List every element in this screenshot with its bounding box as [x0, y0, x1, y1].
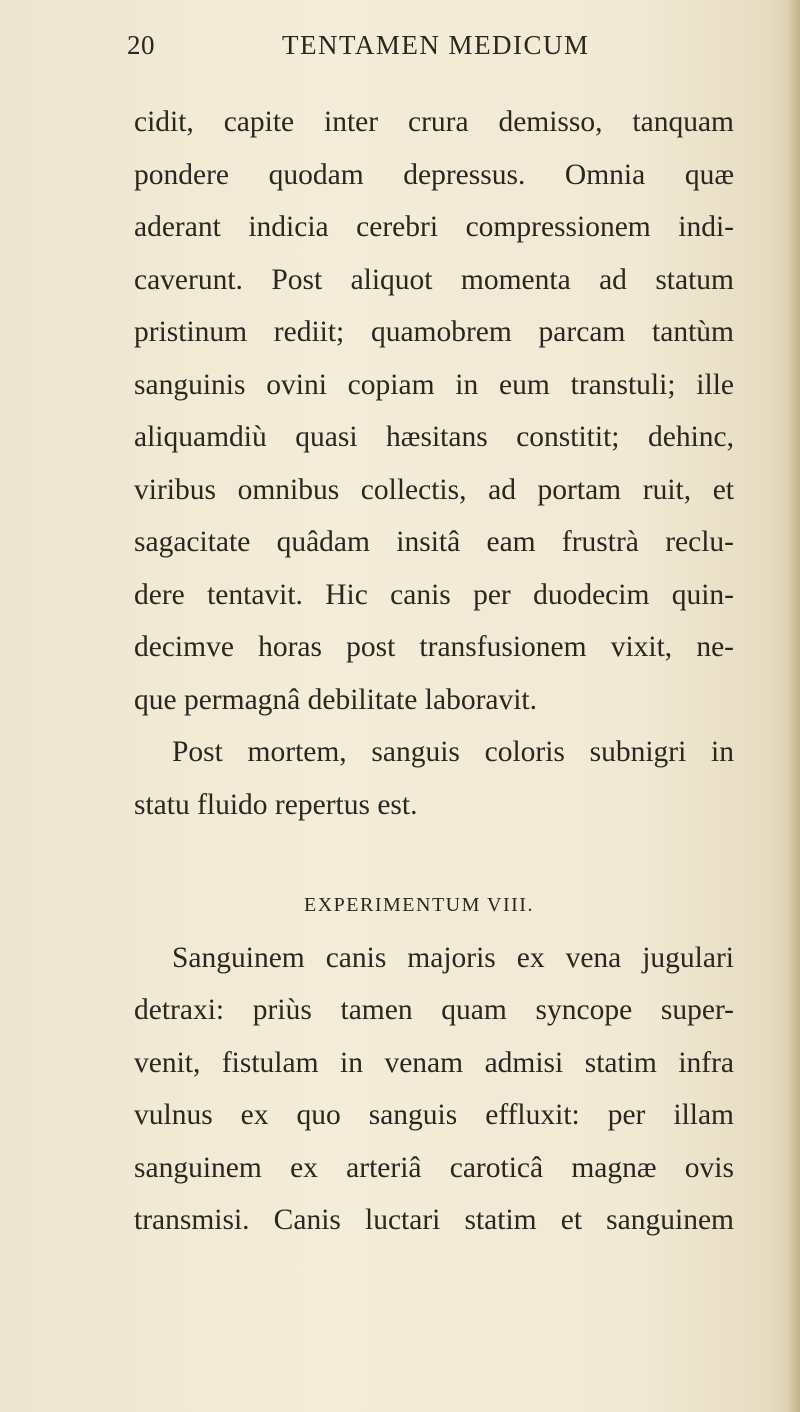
text-line: cidit, capite inter crura demisso, tanquam [134, 106, 734, 138]
text-line: pondere quodam depressus. Omnia quæ [134, 158, 734, 191]
text-line: dere tentavit. Hic canis per duodecim quin- [134, 578, 734, 611]
page-edge-shadow [788, 0, 800, 1412]
text-line: decimve horas post transfusionem vixit, ne- [134, 631, 734, 663]
text-line: aliquamdiù quasi hæsitans constitit; dehinc, [134, 421, 734, 453]
running-title: TENTAMEN MEDICUM [282, 30, 590, 60]
running-head [127, 30, 727, 62]
text-line: transmisi. Canis luctari statim et sanguinem [134, 1204, 734, 1236]
text-line: vulnus ex quo sanguis effluxit: per illam [134, 1099, 734, 1131]
section-heading: EXPERIMENTUM VIII. [304, 894, 534, 916]
text-line: statu fluido repertus est. [134, 788, 418, 821]
text-line: Post mortem, sanguis coloris subnigri in [172, 736, 734, 768]
text-line: aderant indicia cerebri compressionem indi- [134, 211, 734, 243]
page-number: 20 [127, 30, 155, 60]
text-line: sagacitate quâdam insitâ eam frustrà reclu- [134, 526, 734, 558]
text-line: que permagnâ debilitate laboravit. [134, 683, 538, 716]
body-text [134, 96, 734, 1247]
text-line: sanguinis ovini copiam in eum transtuli; ille [134, 368, 734, 401]
text-line: detraxi: priùs tamen quam syncope super- [134, 994, 734, 1026]
text-line: Sanguinem canis majoris ex vena jugulari [172, 941, 734, 974]
text-line: sanguinem ex arteriâ caroticâ magnæ ovis [134, 1151, 734, 1184]
text-line: venit, fistulam in venam admisi statim infra [134, 1046, 734, 1079]
text-line: caverunt. Post aliquot momenta ad statum [134, 263, 734, 296]
text-line: viribus omnibus collectis, ad portam ruit, et [134, 473, 734, 506]
text-line: pristinum rediit; quamobrem parcam tantùm [134, 316, 734, 348]
